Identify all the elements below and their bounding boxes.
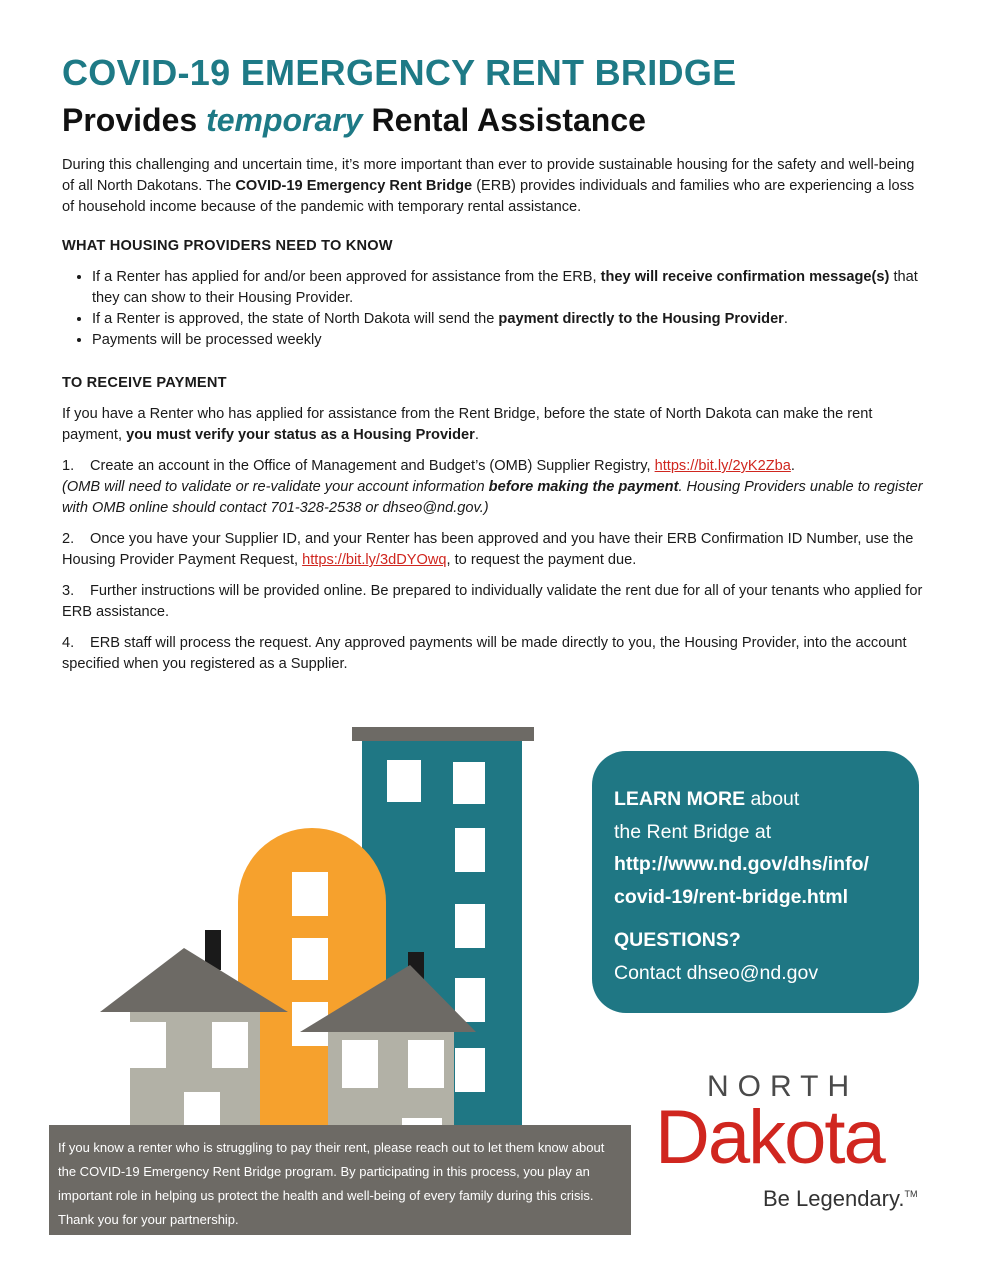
step-1 xyxy=(62,456,928,519)
step-text: Once you have your Supplier ID, and your Renter has been approved and you have their ERB Confirmation ID Number, use the Housing Provider Payment Request, xyxy=(62,531,914,568)
page-title: COVID-19 EMERGENCY RENT BRIDGE xyxy=(62,52,737,93)
step-text: Further instructions will be provided online. Be prepared to individually validate the rent due for all of your tenants who applied for ERB assistance. xyxy=(62,583,923,620)
rent-bridge-url-2[interactable]: covid-19/rent-bridge.html xyxy=(614,885,849,908)
payment-heading: TO RECEIVE PAYMENT xyxy=(62,375,227,391)
intro-program-name: COVID-19 Emergency Rent Bridge xyxy=(235,178,473,194)
step-text-end: . xyxy=(790,458,795,474)
step-number: 2. xyxy=(62,531,75,547)
north-dakota-logo xyxy=(655,1070,920,1220)
bullet-text-end: . xyxy=(783,311,788,327)
bullet-text: If a Renter has applied for and/or been approved for assistance from the ERB, xyxy=(92,269,601,285)
list-item xyxy=(92,267,928,309)
payment-intro-bold: you must verify your status as a Housing Provider xyxy=(126,427,475,443)
tagline-text: Be Legendary. xyxy=(763,1186,905,1211)
payment-intro xyxy=(62,404,928,446)
step-number: 3. xyxy=(62,583,75,599)
main-content xyxy=(62,155,928,685)
step-4 xyxy=(62,633,928,675)
intro-paragraph xyxy=(62,155,928,218)
list-item xyxy=(92,309,928,330)
step-number: 4. xyxy=(62,635,75,651)
learn-more-box xyxy=(592,751,919,1013)
bullet-text: If a Renter is approved, the state of North Dakota will send the xyxy=(92,311,499,327)
learn-more-rest: about xyxy=(745,788,800,810)
subtitle-emphasis: temporary xyxy=(206,102,363,138)
step-2 xyxy=(62,529,928,571)
providers-heading: WHAT HOUSING PROVIDERS NEED TO KNOW xyxy=(62,238,393,254)
learn-more-bold: LEARN MORE xyxy=(614,788,746,810)
intro-text: During this challenging and uncertain time, it’s more important than ever to provide sustainable housing for the safety and well-being of all North Dakotans. The xyxy=(62,157,915,194)
list-item: • Payments will be processed weekly xyxy=(92,330,928,351)
learn-more-line-2: the Rent Bridge at xyxy=(614,820,772,843)
subtitle-post: Rental Assistance xyxy=(362,102,646,138)
bullet-bold: payment directly to the Housing Provider xyxy=(498,311,784,327)
supplier-registry-link[interactable]: https://bit.ly/2yK2Zba xyxy=(654,458,791,474)
bullet-bold: they will receive confirmation message(s) xyxy=(600,269,890,285)
step-note-text: (OMB will need to validate or re-validate your account information xyxy=(62,479,489,495)
payment-intro-text: If you have a Renter who has applied for assistance from the Rent Bridge, before the state of North Dakota can make the rent payment, xyxy=(62,406,873,443)
step-3 xyxy=(62,581,928,623)
step-text: ERB staff will process the request. Any approved payments will be made directly to you, the Housing Provider, into the account specified when you registered as a Supplier. xyxy=(62,635,907,672)
step-text: Create an account in the Office of Management and Budget’s (OMB) Supplier Registry, xyxy=(90,458,655,474)
logo-north: NORTH xyxy=(707,1070,859,1103)
step-note-end: . Housing Providers unable to register with OMB online should contact 701-328-2538 or dhseo@nd.gov.) xyxy=(62,479,923,516)
page-subtitle xyxy=(62,102,646,139)
rent-bridge-url-1[interactable]: http://www.nd.gov/dhs/info/ xyxy=(614,853,869,875)
learn-more-line xyxy=(614,783,899,816)
trademark: TM xyxy=(904,1189,918,1199)
step-note-bold: before making the payment xyxy=(488,479,679,495)
logo-dakota: Dakota xyxy=(655,1095,884,1180)
step-note xyxy=(62,479,923,516)
footer-callout: If you know a renter who is struggling to pay their rent, please reach out to let them know about the COVID-19 Emergency Rent Bridge program. By participating in this process, you play an important role in helping us protect the health and well-being of every family during this crisis. Thank you for your partnership. xyxy=(49,1125,631,1235)
buildings-illustration xyxy=(90,720,550,1140)
contact-email[interactable]: Contact dhseo@nd.gov xyxy=(614,961,819,984)
subtitle-pre: Provides xyxy=(62,102,207,138)
step-number: 1. xyxy=(62,458,75,474)
intro-text-end: (ERB) provides individuals and families who are experiencing a loss of household income because of the pandemic with temporary rental assistance. xyxy=(62,178,915,215)
payment-request-link[interactable]: https://bit.ly/3dDYOwq xyxy=(302,552,447,568)
logo-tagline xyxy=(763,1186,917,1212)
step-text-end: , to request the payment due. xyxy=(446,552,637,568)
tower-roof xyxy=(352,727,534,741)
questions-heading: QUESTIONS? xyxy=(614,929,741,951)
providers-list xyxy=(62,267,928,351)
bullet-text-end: that they can show to their Housing Provider. xyxy=(92,269,918,306)
payment-intro-end: . xyxy=(474,427,479,443)
